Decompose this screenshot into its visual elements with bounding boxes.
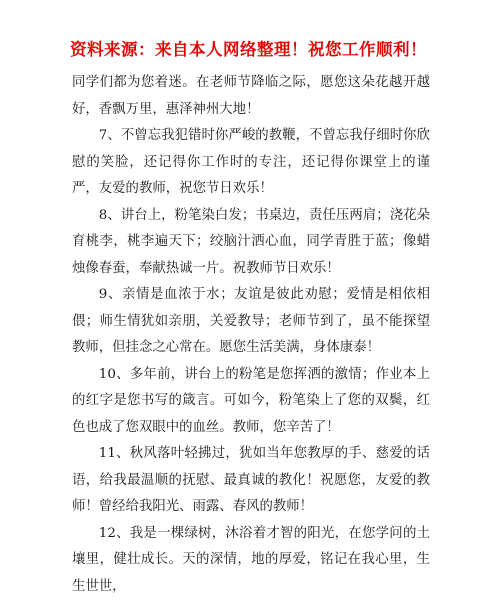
paragraph-item-8: 8、讲台上，粉笔染白发；书桌边，责任压两肩；浇花朵育桃李，桃李遍天下；绞脑汁洒心血，同学青胜于蓝；像蜡烛像春蚕，奉献热诚一片。祝教师节日欢乐！ (72, 203, 430, 283)
paragraph-item-11: 11、秋风落叶轻拂过，犹如当年您教厚的手、慈爱的话语，给我最温顺的抚慰、最真诚的教化！祝愿您，友爱的教师！曾经给我阳光、雨露、春风的教师！ (72, 441, 430, 521)
source-header: 资料来源：来自本人网络整理！祝您工作顺利！ (70, 36, 490, 60)
paragraph-item-12: 12、我是一棵绿树，沐浴着才智的阳光，在您学问的土壤里，健壮成长。天的深情，地的厚爱，铭记在我心里，生生世世， (72, 521, 430, 600)
document-body (72, 70, 430, 600)
paragraph-item-9: 9、亲情是血浓于水；友谊是彼此劝慰；爱情是相依相偎；师生情犹如亲朋，关爱教导；老师节到了，虽不能探望教师，但挂念之心常在。愿您生活美满，身体康泰！ (72, 282, 430, 362)
paragraph-item-7: 7、不曾忘我犯错时你严峻的教鞭，不曾忘我仔细时你欣慰的笑脸，还记得你工作时的专注，还记得你课堂上的谨严，友爱的教师，祝您节日欢乐！ (72, 123, 430, 203)
paragraph-continuation: 同学们都为您着迷。在老师节降临之际，愿您这朵花越开越好，香飘万里，惠泽神州大地！ (72, 70, 430, 123)
paragraph-item-10: 10、多年前，讲台上的粉笔是您挥洒的激情；作业本上的红字是您书写的箴言。可如今，粉笔染上了您的双鬓，红色也成了您双眼中的血丝。教师，您辛苦了！ (72, 362, 430, 442)
